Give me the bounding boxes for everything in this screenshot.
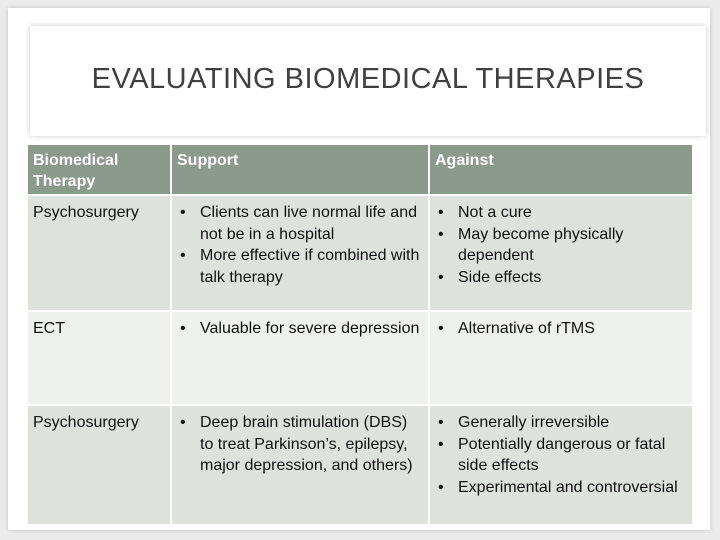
support-cell (171, 311, 429, 405)
list-item (435, 202, 688, 224)
bullet-icon: • (438, 268, 444, 286)
list-item (435, 224, 688, 267)
bullet-icon: • (438, 478, 444, 496)
list-item-text: May become physically dependent (458, 225, 624, 264)
therapy-cell: Psychosurgery (28, 405, 171, 524)
list-item-text: Potentially dangerous or fatal side effects (458, 435, 666, 474)
therapy-cell: ECT (28, 311, 171, 405)
against-list (435, 318, 688, 340)
list-item-text: Generally irreversible (458, 414, 610, 431)
list-item (435, 434, 688, 477)
list-item (177, 245, 424, 288)
table-header-row (28, 145, 692, 195)
bullet-icon: • (438, 204, 444, 221)
list-item-text: Not a cure (458, 204, 532, 221)
slide (8, 8, 710, 530)
list-item (435, 477, 688, 499)
list-item (435, 318, 688, 340)
against-cell (429, 311, 692, 405)
therapy-table (28, 145, 692, 524)
header-support: Support (171, 145, 429, 195)
bullet-icon: • (438, 435, 444, 453)
table-row (28, 195, 692, 311)
header-against: Against (429, 145, 692, 195)
against-list (435, 412, 688, 498)
bullet-icon: • (180, 320, 186, 337)
bullet-icon: • (180, 414, 186, 431)
list-item-text: Clients can live normal life and not be in a hospital (200, 204, 417, 243)
list-item (177, 202, 424, 245)
list-item-text: Alternative of rTMS (458, 320, 595, 337)
table-row (28, 311, 692, 405)
header-therapy: Biomedical Therapy (28, 145, 171, 195)
slide-title: EVALUATING BIOMEDICAL THERAPIES (91, 62, 645, 95)
table-row (28, 405, 692, 524)
list-item-text: Experimental and controversial (458, 478, 678, 496)
bullet-icon: • (180, 204, 186, 221)
bullet-icon: • (438, 414, 444, 431)
list-item (435, 412, 688, 434)
support-list (177, 202, 424, 288)
support-list (177, 412, 424, 477)
against-list (435, 202, 688, 288)
list-item (177, 412, 424, 477)
support-list (177, 318, 424, 340)
list-item-text: Side effects (458, 268, 542, 286)
list-item (177, 318, 424, 340)
against-cell (429, 405, 692, 524)
bullet-icon: • (438, 225, 444, 243)
support-cell (171, 405, 429, 524)
title-box (30, 26, 706, 136)
bullet-icon: • (438, 320, 444, 337)
list-item-text: More effective if combined with talk therapy (200, 247, 420, 286)
therapy-cell: Psychosurgery (28, 195, 171, 311)
list-item-text: Deep brain stimulation (DBS) to treat Parkinson’s, epilepsy, major depression, and others) (200, 414, 413, 474)
list-item-text: Valuable for severe depression (200, 320, 420, 337)
support-cell (171, 195, 429, 311)
against-cell (429, 195, 692, 311)
list-item (435, 267, 688, 289)
bullet-icon: • (180, 247, 186, 264)
